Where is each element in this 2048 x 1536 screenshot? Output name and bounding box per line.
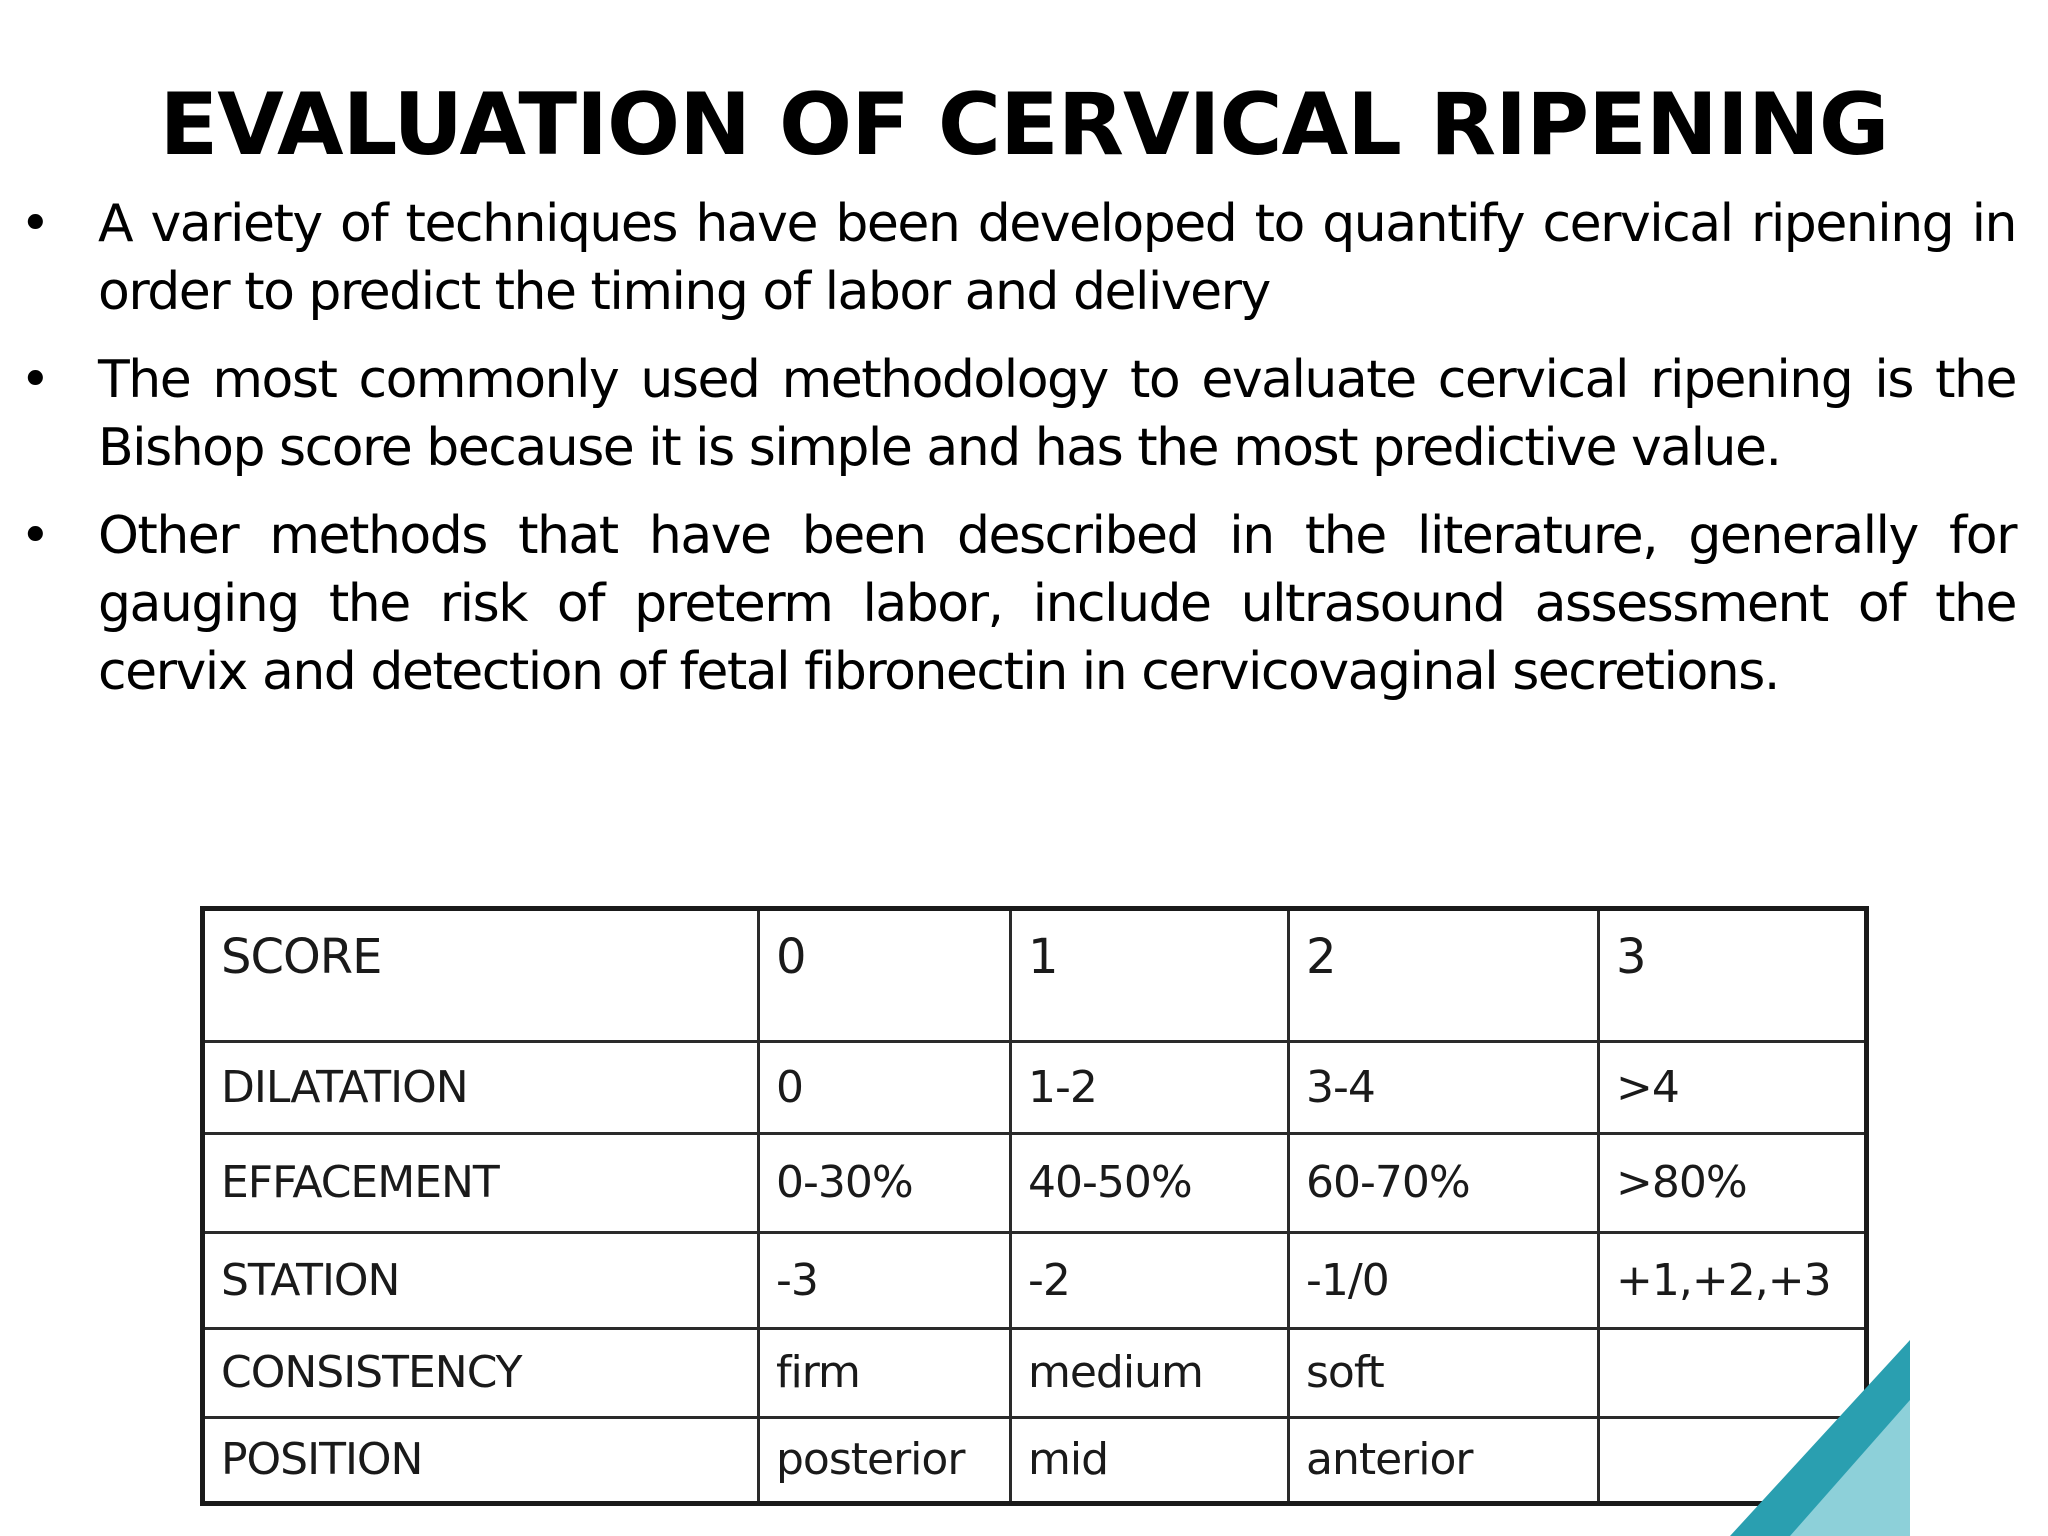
slide-title: EVALUATION OF CERVICAL RIPENING [159,75,1889,175]
table-header-cell: 3 [1599,909,1867,1042]
table-cell: STATION [203,1232,759,1328]
table-cell: -2 [1011,1232,1289,1328]
bishop-score-table [200,906,1869,1506]
table-cell: -3 [759,1232,1011,1328]
bullet-text: Other methods that have been described in the literature, generally for gauging the risk of preterm labor, include ultrasound assessment of the cervix and detection of fetal fibronectin in cervicovaginal secretions. [98,506,2016,702]
corner-decoration-icon [1700,1340,1910,1536]
table-cell: 3-4 [1289,1041,1599,1133]
bullet-dot-icon: • [20,194,50,254]
table-cell: >80% [1599,1134,1867,1232]
table-row [203,1041,1867,1133]
table-cell: >4 [1599,1041,1867,1133]
bullet-list [20,190,2016,726]
table-cell: DILATATION [203,1041,759,1133]
table-header-cell: 1 [1011,909,1289,1042]
table-cell: 0 [759,1041,1011,1133]
bullet-item [20,346,2016,482]
table-header-cell: SCORE [203,909,759,1042]
table-cell: -1/0 [1289,1232,1599,1328]
bullet-text: A variety of techniques have been developed to quantify cervical ripening in order to predict the timing of labor and delivery [98,194,2016,322]
table-cell: CONSISTENCY [203,1329,759,1417]
bullet-item [20,502,2016,706]
table-cell: anterior [1289,1417,1599,1503]
bullet-item [20,190,2016,326]
table-header-row [203,909,1867,1042]
table-cell: mid [1011,1417,1289,1503]
bullet-dot-icon: • [20,350,50,410]
bullet-dot-icon: • [20,506,50,566]
table-cell: +1,+2,+3 [1599,1232,1867,1328]
table-cell: posterior [759,1417,1011,1503]
table-cell: EFFACEMENT [203,1134,759,1232]
table-cell: soft [1289,1329,1599,1417]
bullet-text: The most commonly used methodology to evaluate cervical ripening is the Bishop score because it is simple and has the most predictive value. [98,350,2016,478]
table-header-cell: 2 [1289,909,1599,1042]
bishop-score-table-wrapper [200,906,1864,1506]
table-cell: medium [1011,1329,1289,1417]
table-cell: 60-70% [1289,1134,1599,1232]
table-cell: 0-30% [759,1134,1011,1232]
table-row [203,1417,1867,1503]
table-cell: 40-50% [1011,1134,1289,1232]
table-cell: POSITION [203,1417,759,1503]
table-cell: firm [759,1329,1011,1417]
table-row [203,1232,1867,1328]
table-header-cell: 0 [759,909,1011,1042]
table-row [203,1329,1867,1417]
table-cell: 1-2 [1011,1041,1289,1133]
table-row [203,1134,1867,1232]
